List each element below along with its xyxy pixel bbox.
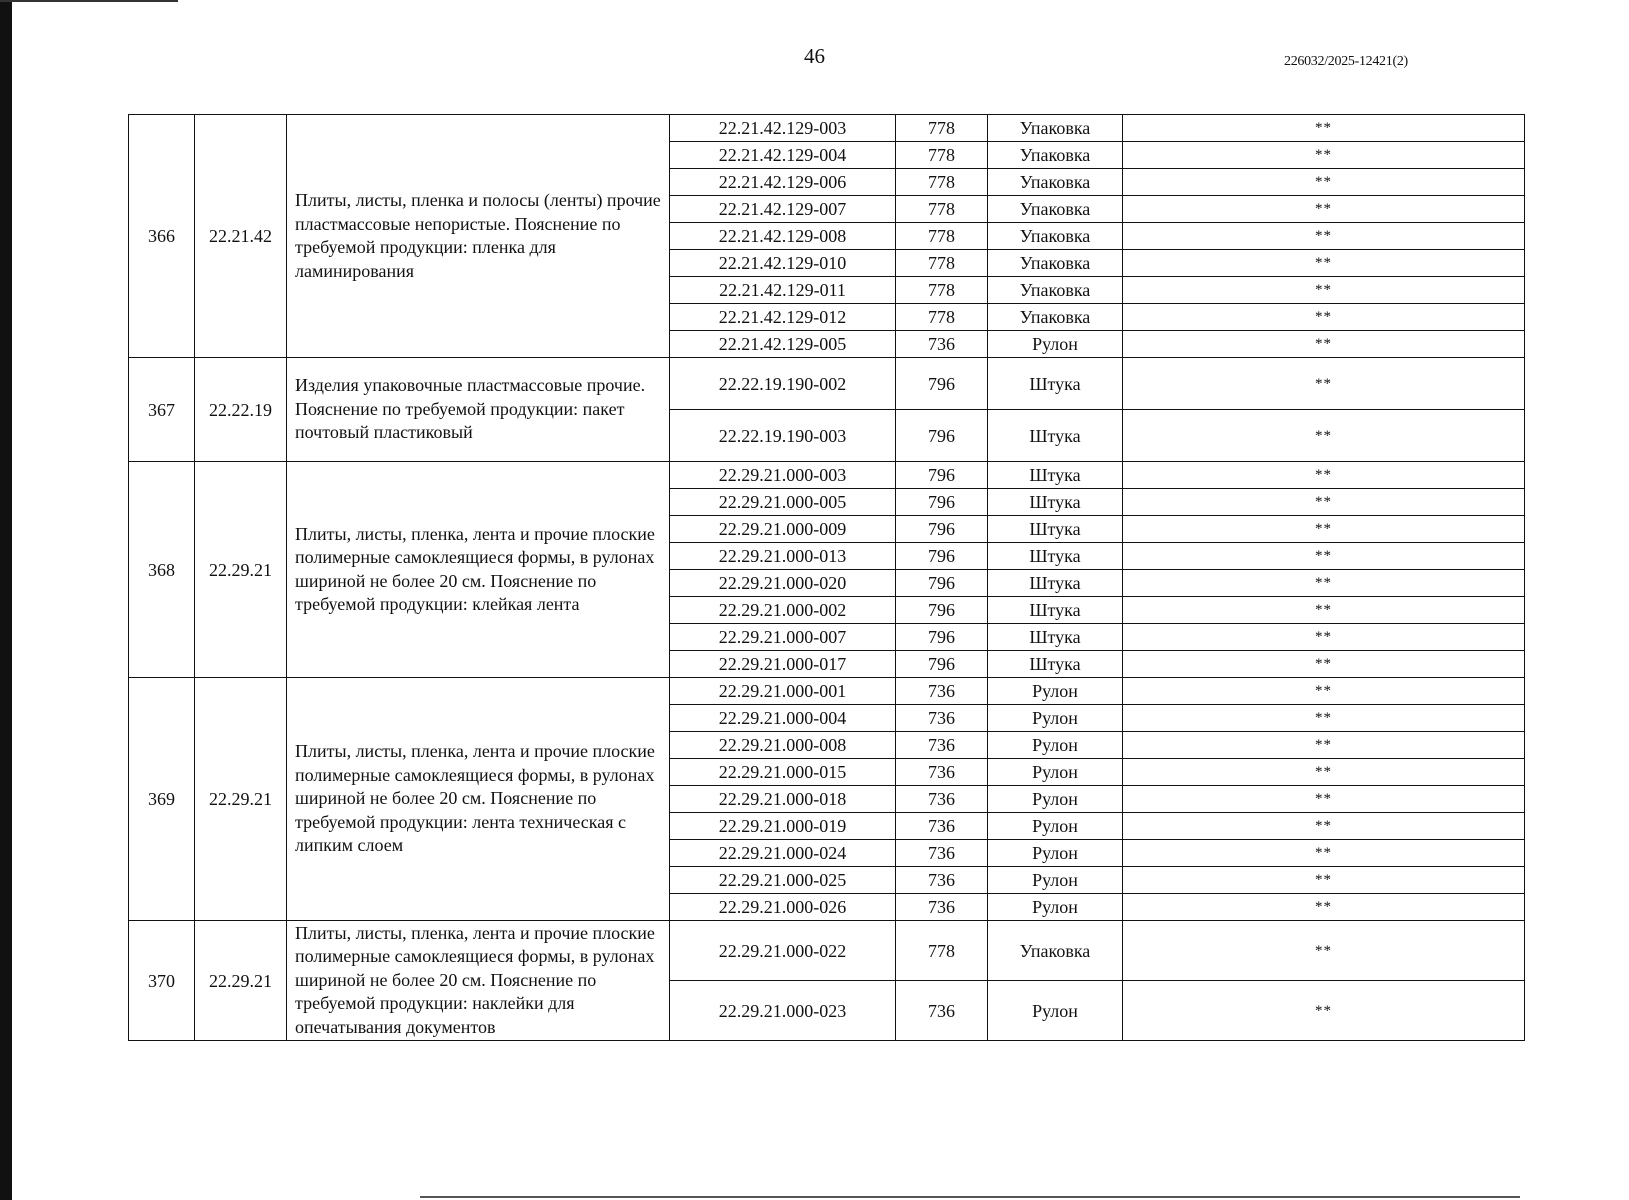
note-cell: **: [1123, 277, 1525, 304]
okpd-code-cell: 22.29.21: [195, 462, 287, 678]
unit-cell: Рулон: [988, 813, 1123, 840]
note-cell: **: [1123, 732, 1525, 759]
okei-code-cell: 796: [896, 410, 988, 462]
okei-code-cell: 778: [896, 115, 988, 142]
row-number-cell: 370: [129, 921, 195, 1041]
okei-code-cell: 736: [896, 786, 988, 813]
unit-cell: Рулон: [988, 678, 1123, 705]
unit-cell: Рулон: [988, 732, 1123, 759]
okei-code-cell: 736: [896, 678, 988, 705]
okei-code-cell: 778: [896, 223, 988, 250]
note-cell: **: [1123, 142, 1525, 169]
description-cell: Плиты, листы, пленка, лента и прочие плоские полимерные самоклеящиеся формы, в рулонах шириной не более 20 см. Пояснение по требуемой продукции: лента техническая с липким слоем: [287, 678, 670, 921]
table-row: [129, 462, 1525, 489]
okei-code-cell: 796: [896, 651, 988, 678]
unit-cell: Штука: [988, 410, 1123, 462]
table-row: [129, 921, 1525, 981]
ktru-code-cell: 22.22.19.190-002: [670, 358, 896, 410]
okei-code-cell: 796: [896, 489, 988, 516]
note-cell: **: [1123, 624, 1525, 651]
unit-cell: Штука: [988, 489, 1123, 516]
okei-code-cell: 736: [896, 705, 988, 732]
okei-code-cell: 778: [896, 921, 988, 981]
note-cell: **: [1123, 894, 1525, 921]
unit-cell: Упаковка: [988, 250, 1123, 277]
row-number-cell: 369: [129, 678, 195, 921]
okei-code-cell: 778: [896, 196, 988, 223]
table-row: [129, 115, 1525, 142]
description-cell: Плиты, листы, пленка и полосы (ленты) прочие пластмассовые непористые. Пояснение по требуемой продукции: пленка для ламинирования: [287, 115, 670, 358]
unit-cell: Рулон: [988, 331, 1123, 358]
ktru-code-cell: 22.29.21.000-004: [670, 705, 896, 732]
note-cell: **: [1123, 597, 1525, 624]
unit-cell: Упаковка: [988, 223, 1123, 250]
ktru-code-cell: 22.21.42.129-003: [670, 115, 896, 142]
ktru-code-cell: 22.22.19.190-003: [670, 410, 896, 462]
ktru-code-cell: 22.29.21.000-013: [670, 543, 896, 570]
unit-cell: Упаковка: [988, 115, 1123, 142]
note-cell: **: [1123, 543, 1525, 570]
okpd-code-cell: 22.22.19: [195, 358, 287, 462]
okei-code-cell: 778: [896, 250, 988, 277]
note-cell: **: [1123, 759, 1525, 786]
note-cell: **: [1123, 981, 1525, 1041]
ktru-code-cell: 22.21.42.129-007: [670, 196, 896, 223]
ktru-code-cell: 22.29.21.000-009: [670, 516, 896, 543]
okei-code-cell: 796: [896, 462, 988, 489]
unit-cell: Упаковка: [988, 304, 1123, 331]
note-cell: **: [1123, 169, 1525, 196]
unit-cell: Штука: [988, 516, 1123, 543]
unit-cell: Рулон: [988, 840, 1123, 867]
table-row: [129, 358, 1525, 410]
ktru-code-cell: 22.29.21.000-022: [670, 921, 896, 981]
okei-code-cell: 778: [896, 142, 988, 169]
note-cell: **: [1123, 786, 1525, 813]
ktru-code-cell: 22.29.21.000-019: [670, 813, 896, 840]
okei-code-cell: 736: [896, 759, 988, 786]
ktru-code-cell: 22.21.42.129-010: [670, 250, 896, 277]
note-cell: **: [1123, 331, 1525, 358]
okei-code-cell: 796: [896, 570, 988, 597]
ktru-code-cell: 22.29.21.000-001: [670, 678, 896, 705]
row-number-cell: 368: [129, 462, 195, 678]
note-cell: **: [1123, 813, 1525, 840]
unit-cell: Рулон: [988, 894, 1123, 921]
okei-code-cell: 736: [896, 813, 988, 840]
unit-cell: Рулон: [988, 759, 1123, 786]
note-cell: **: [1123, 867, 1525, 894]
ktru-code-cell: 22.29.21.000-002: [670, 597, 896, 624]
okei-code-cell: 796: [896, 597, 988, 624]
unit-cell: Упаковка: [988, 277, 1123, 304]
unit-cell: Рулон: [988, 981, 1123, 1041]
okei-code-cell: 796: [896, 516, 988, 543]
note-cell: **: [1123, 358, 1525, 410]
unit-cell: Штука: [988, 651, 1123, 678]
unit-cell: Штука: [988, 570, 1123, 597]
ktru-code-cell: 22.29.21.000-007: [670, 624, 896, 651]
ktru-code-cell: 22.21.42.129-011: [670, 277, 896, 304]
products-table: [128, 114, 1525, 1041]
okei-code-cell: 736: [896, 867, 988, 894]
note-cell: **: [1123, 516, 1525, 543]
ktru-code-cell: 22.29.21.000-023: [670, 981, 896, 1041]
ktru-code-cell: 22.21.42.129-006: [670, 169, 896, 196]
note-cell: **: [1123, 223, 1525, 250]
unit-cell: Штука: [988, 597, 1123, 624]
okei-code-cell: 796: [896, 624, 988, 651]
ktru-code-cell: 22.29.21.000-017: [670, 651, 896, 678]
okpd-code-cell: 22.29.21: [195, 678, 287, 921]
unit-cell: Упаковка: [988, 196, 1123, 223]
note-cell: **: [1123, 410, 1525, 462]
okei-code-cell: 736: [896, 331, 988, 358]
note-cell: **: [1123, 115, 1525, 142]
unit-cell: Упаковка: [988, 169, 1123, 196]
ktru-code-cell: 22.29.21.000-003: [670, 462, 896, 489]
description-cell: Плиты, листы, пленка, лента и прочие плоские полимерные самоклеящиеся формы, в рулонах шириной не более 20 см. Пояснение по требуемой продукции: наклейки для опечатывания документов: [287, 921, 670, 1041]
unit-cell: Штука: [988, 358, 1123, 410]
ktru-code-cell: 22.21.42.129-005: [670, 331, 896, 358]
note-cell: **: [1123, 304, 1525, 331]
note-cell: **: [1123, 489, 1525, 516]
unit-cell: Рулон: [988, 786, 1123, 813]
unit-cell: Рулон: [988, 867, 1123, 894]
note-cell: **: [1123, 651, 1525, 678]
note-cell: **: [1123, 196, 1525, 223]
note-cell: **: [1123, 678, 1525, 705]
unit-cell: Упаковка: [988, 921, 1123, 981]
row-number-cell: 366: [129, 115, 195, 358]
ktru-code-cell: 22.21.42.129-004: [670, 142, 896, 169]
okei-code-cell: 736: [896, 840, 988, 867]
unit-cell: Штука: [988, 624, 1123, 651]
note-cell: **: [1123, 570, 1525, 597]
ktru-code-cell: 22.21.42.129-012: [670, 304, 896, 331]
okei-code-cell: 778: [896, 304, 988, 331]
unit-cell: Штука: [988, 462, 1123, 489]
okpd-code-cell: 22.29.21: [195, 921, 287, 1041]
okei-code-cell: 736: [896, 981, 988, 1041]
ktru-code-cell: 22.29.21.000-015: [670, 759, 896, 786]
okei-code-cell: 796: [896, 543, 988, 570]
unit-cell: Упаковка: [988, 142, 1123, 169]
okei-code-cell: 796: [896, 358, 988, 410]
ktru-code-cell: 22.29.21.000-025: [670, 867, 896, 894]
note-cell: **: [1123, 921, 1525, 981]
document-id: 226032/2025-12421(2): [1284, 54, 1408, 69]
unit-cell: Рулон: [988, 705, 1123, 732]
ktru-code-cell: 22.29.21.000-024: [670, 840, 896, 867]
note-cell: **: [1123, 462, 1525, 489]
ktru-code-cell: 22.29.21.000-020: [670, 570, 896, 597]
note-cell: **: [1123, 250, 1525, 277]
okei-code-cell: 736: [896, 894, 988, 921]
ktru-code-cell: 22.21.42.129-008: [670, 223, 896, 250]
ktru-code-cell: 22.29.21.000-026: [670, 894, 896, 921]
table-row: [129, 678, 1525, 705]
note-cell: **: [1123, 705, 1525, 732]
description-cell: Плиты, листы, пленка, лента и прочие плоские полимерные самоклеящиеся формы, в рулонах шириной не более 20 см. Пояснение по требуемой продукции: клейкая лента: [287, 462, 670, 678]
row-number-cell: 367: [129, 358, 195, 462]
ktru-code-cell: 22.29.21.000-005: [670, 489, 896, 516]
okei-code-cell: 778: [896, 277, 988, 304]
scan-bottom-line: [420, 1196, 1520, 1198]
okpd-code-cell: 22.21.42: [195, 115, 287, 358]
description-cell: Изделия упаковочные пластмассовые прочие. Пояснение по требуемой продукции: пакет почтовый пластиковый: [287, 358, 670, 462]
note-cell: **: [1123, 840, 1525, 867]
ktru-code-cell: 22.29.21.000-018: [670, 786, 896, 813]
page-number: 46: [804, 44, 825, 68]
scan-top-line: [0, 0, 178, 2]
table-body: [129, 115, 1525, 1041]
okei-code-cell: 778: [896, 169, 988, 196]
okei-code-cell: 736: [896, 732, 988, 759]
scan-edge-left: [0, 0, 12, 1200]
ktru-code-cell: 22.29.21.000-008: [670, 732, 896, 759]
unit-cell: Штука: [988, 543, 1123, 570]
